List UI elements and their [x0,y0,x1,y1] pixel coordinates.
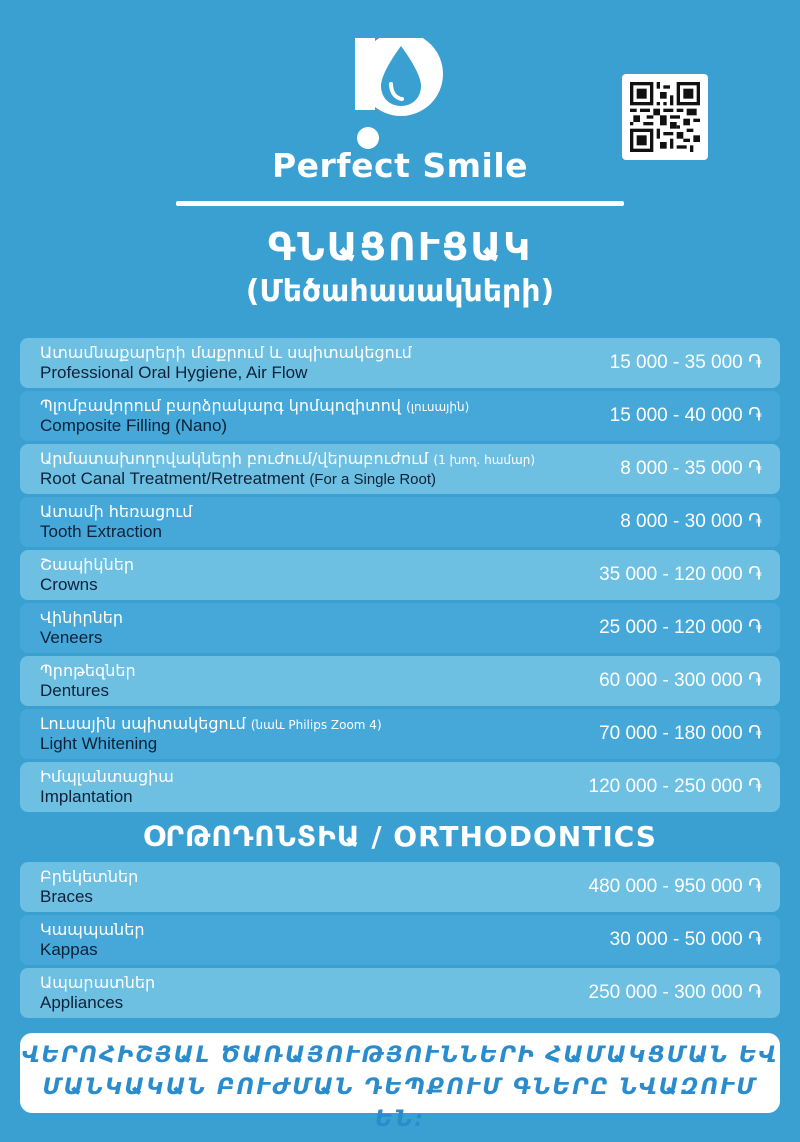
service-price: 60 000 - 300 000 ֏ [599,670,762,691]
discount-note-line-1: ՎԵՐՈՀԻՇՅԱԼ ԾԱՌԱՅՈՒԹՅՈՒՆՆԵՐԻ ՀԱՄԱԿՑՄԱՆ ԵՎ [21,1043,779,1068]
service-price: 8 000 - 35 000 ֏ [620,458,762,479]
service-name-hy: Պլոմբավորում բարձրակարգ կոմպոզիտով (լուսային) [40,396,470,415]
discount-note-line-2: ՄԱՆԿԱԿԱՆ ԲՈՒԺՄԱՆ ԴԵՊՔՈՒՄ ԳՆԵՐԸ ՆՎԱԶՈՒՄ ԵՆ: [42,1075,758,1132]
service-name-hy: Բրեկետներ [40,867,139,886]
service-name-en: Implantation [40,787,133,806]
service-name-en: Dentures [40,681,109,700]
service-name-hy: Պրոթեզներ [40,661,136,680]
service-name-en: Composite Filling (Nano) [40,416,228,435]
service-name-hy: Վինիրներ [40,608,124,627]
qr-code [622,74,708,160]
service-price: 15 000 - 40 000 ֏ [609,405,762,426]
service-price: 250 000 - 300 000 ֏ [588,982,762,1003]
service-name-hy: Արմատախողովակների բուժում/վերաբուժում (1 խող. համար) [40,449,536,468]
service-name-en: Appliances [40,993,124,1012]
service-row-kappas [20,915,780,965]
service-row-dentures [20,656,780,706]
service-name-hy: Ապարատներ [40,973,156,992]
service-price: 8 000 - 30 000 ֏ [620,511,762,532]
service-price: 480 000 - 950 000 ֏ [588,876,762,897]
service-row-appliances [20,968,780,1018]
service-price: 35 000 - 120 000 ֏ [599,564,762,585]
service-name-en: Braces [40,887,93,906]
service-name-hy: Ատամի հեռացում [40,502,193,521]
service-name-en: Root Canal Treatment/Retreatment (For a Single Root) [40,469,437,488]
service-row-braces [20,862,780,912]
service-name-en: Kappas [40,940,98,959]
service-price: 70 000 - 180 000 ֏ [599,723,762,744]
service-name-hy: Լուսային սպիտակեցում (նաև Philips Zoom 4) [40,714,382,733]
service-name-hy: Ատամնաքարերի մաքրում և սպիտակեցում [40,343,412,362]
page-title: ԳՆԱՑՈՒՑԱԿ [267,225,533,269]
service-name-en: Professional Oral Hygiene, Air Flow [40,363,308,382]
service-row-tooth-extraction [20,497,780,547]
service-row-light-whitening [20,709,780,759]
service-row-composite-filling [20,391,780,441]
header-divider [176,201,624,206]
service-price: 30 000 - 50 000 ֏ [609,929,762,950]
service-row-root-canal [20,444,780,494]
service-name-en: Tooth Extraction [40,522,162,541]
service-price: 120 000 - 250 000 ֏ [588,776,762,797]
service-row-oral-hygiene [20,338,780,388]
service-row-veneers [20,603,780,653]
service-name-hy: Իմպլանտացիա [40,767,174,786]
service-name-en: Light Whitening [40,734,158,753]
service-row-crowns [20,550,780,600]
service-row-implantation [20,762,780,812]
page-subtitle: (Մեծահասակների) [245,274,555,309]
service-name-en: Veneers [40,628,103,647]
brand-name: Perfect Smile [271,146,529,185]
section-title-orthodontics: ՕՐԹՈԴՈՆՏԻԱ / ORTHODONTICS [143,820,657,853]
service-name-en: Crowns [40,575,98,594]
service-price: 15 000 - 35 000 ֏ [609,352,762,373]
discount-note [20,1033,780,1132]
brand-logo [355,38,445,150]
service-name-hy: Շապիկներ [40,555,134,574]
service-price: 25 000 - 120 000 ֏ [599,617,762,638]
service-name-hy: Կապպաներ [40,920,145,939]
